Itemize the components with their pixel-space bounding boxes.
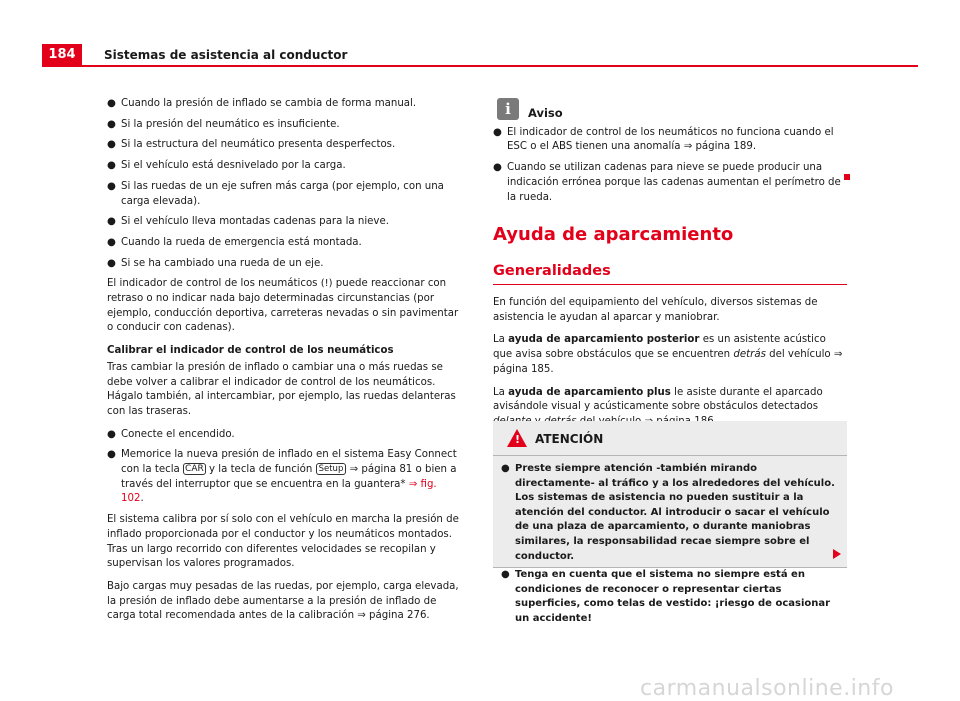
list-item: ● El indicador de control de los neumáticos no funciona cuando el ESC o el ABS tienen una anomalía ⇒ página 189. [493, 126, 834, 153]
exclamation-icon: ! [515, 433, 521, 446]
paragraph: La ayuda de aparcamiento plus le asiste durante el aparcado avisándole visual y acústicamente sobre obstáculos detectados [493, 386, 823, 413]
subsection-rule [493, 284, 847, 285]
warning-title: ATENCIÓN [535, 432, 604, 446]
tire-pressure-warning-icon: (!) [320, 278, 333, 290]
generalidades-text [493, 296, 848, 438]
paragraph: Tras cambiar la presión de inflado o cambiar una o más ruedas se debe volver a calibrar el indicador de control de los neumáticos. Hágalo también, al intercambiar, por ejemplo, las ruedas delanteras con las traseras. [107, 361, 456, 417]
subsection-heading: Generalidades [493, 263, 611, 279]
paragraph: En función del equipamiento del vehículo, diversos sistemas de asistencia le ayudan al aparcar y maniobrar. [493, 297, 818, 323]
continue-arrow-icon [833, 549, 841, 559]
figure-reference-link[interactable]: ⇒ fig. 102 [121, 478, 437, 505]
section-heading: Ayuda de aparcamiento [493, 224, 734, 245]
list-item: ● Si la estructura del neumático presenta desperfectos. [107, 139, 396, 151]
paragraph: La ayuda de aparcamiento posterior es un asistente acústico que avisa sobre obstáculos que se encuentren detrás del vehículo ⇒ página 185. [493, 334, 843, 375]
paragraph: El indicador de control de los neumáticos (!) puede reaccionar con retraso o no indicar nada bajo determinadas circunstancias (por ejemplo, conducción deportiva, carreteras nevadas o sin pavimentar o conducir con cadenas). [107, 278, 459, 334]
list-item: ● Si el vehículo está desnivelado por la carga. [107, 160, 346, 172]
list-item: ● Si las ruedas de un eje sufren más carga (por ejemplo, con una carga elevada). [107, 180, 444, 207]
aviso-note [493, 100, 848, 211]
paragraph: Bajo cargas muy pesadas de las ruedas, por ejemplo, carga elevada, la presión de inflado debe aumentarse a la presión de inflado de carga total recomendada antes de la calibración ⇒ página 276. [107, 580, 459, 622]
running-title: Sistemas de asistencia al conductor [104, 48, 348, 62]
info-icon: i [497, 98, 519, 120]
list-item: ● Cuando la rueda de emergencia está montada. [107, 236, 362, 248]
paragraph: El sistema calibra por sí solo con el vehículo en marcha la presión de inflado proporcionada por el conductor y los neumáticos montados. Tras un largo recorrido con diferentes velocidades se recopilan y supervisan los valores programados. [107, 514, 459, 570]
setup-key: Setup [316, 463, 347, 475]
list-item: ● Tenga en cuenta que el sistema no siempre está en condiciones de reconocer o representar ciertas superficies, como telas de vestido: ¡riesgo de ocasionar un accidente! [501, 569, 831, 624]
watermark: carmanualsonline.info [640, 676, 894, 701]
list-item: ● Si el vehículo lleva montadas cadenas para la nieve. [107, 216, 389, 228]
subheading: Calibrar el indicador de control de los neumáticos [107, 345, 394, 357]
list-item: ● Memorice la nueva presión de inflado en el sistema Easy Connect con la tecla CAR y la tecla de función Setup ⇒ página 81 o bien a través del interruptor que se encuentra en la guantera* ⇒ fig. 102. [107, 449, 457, 505]
list-item: ● Si se ha cambiado una rueda de un eje. [107, 257, 324, 269]
header-rule [42, 65, 918, 67]
list-item: ● Cuando la presión de inflado se cambia de forma manual. [107, 98, 417, 109]
section-end-marker [844, 174, 850, 180]
page-number: 184 [42, 44, 82, 66]
list-item: ● Preste siempre atención -también mirando directamente- al tráfico y a los alrededores del vehículo. Los sistemas de asistencia no pueden sustituir a la atención del conductor. Al introducir o sacar el vehículo de una plaza de aparcamiento, o durante maniobras similares, la responsabilidad recae siempre sobre el conductor. [501, 463, 835, 562]
warning-box [493, 421, 847, 624]
list-item: ● Si la presión del neumático es insuficiente. [107, 118, 340, 130]
car-key-icon: CAR [185, 464, 204, 475]
left-column [107, 97, 462, 632]
list-item: ● Cuando se utilizan cadenas para nieve se puede producir una indicación errónea porque las cadenas aumentan el perímetro de la rueda. [493, 162, 841, 203]
aviso-title: Aviso [528, 106, 563, 120]
list-item: ● Conecte el encendido. [107, 428, 235, 440]
